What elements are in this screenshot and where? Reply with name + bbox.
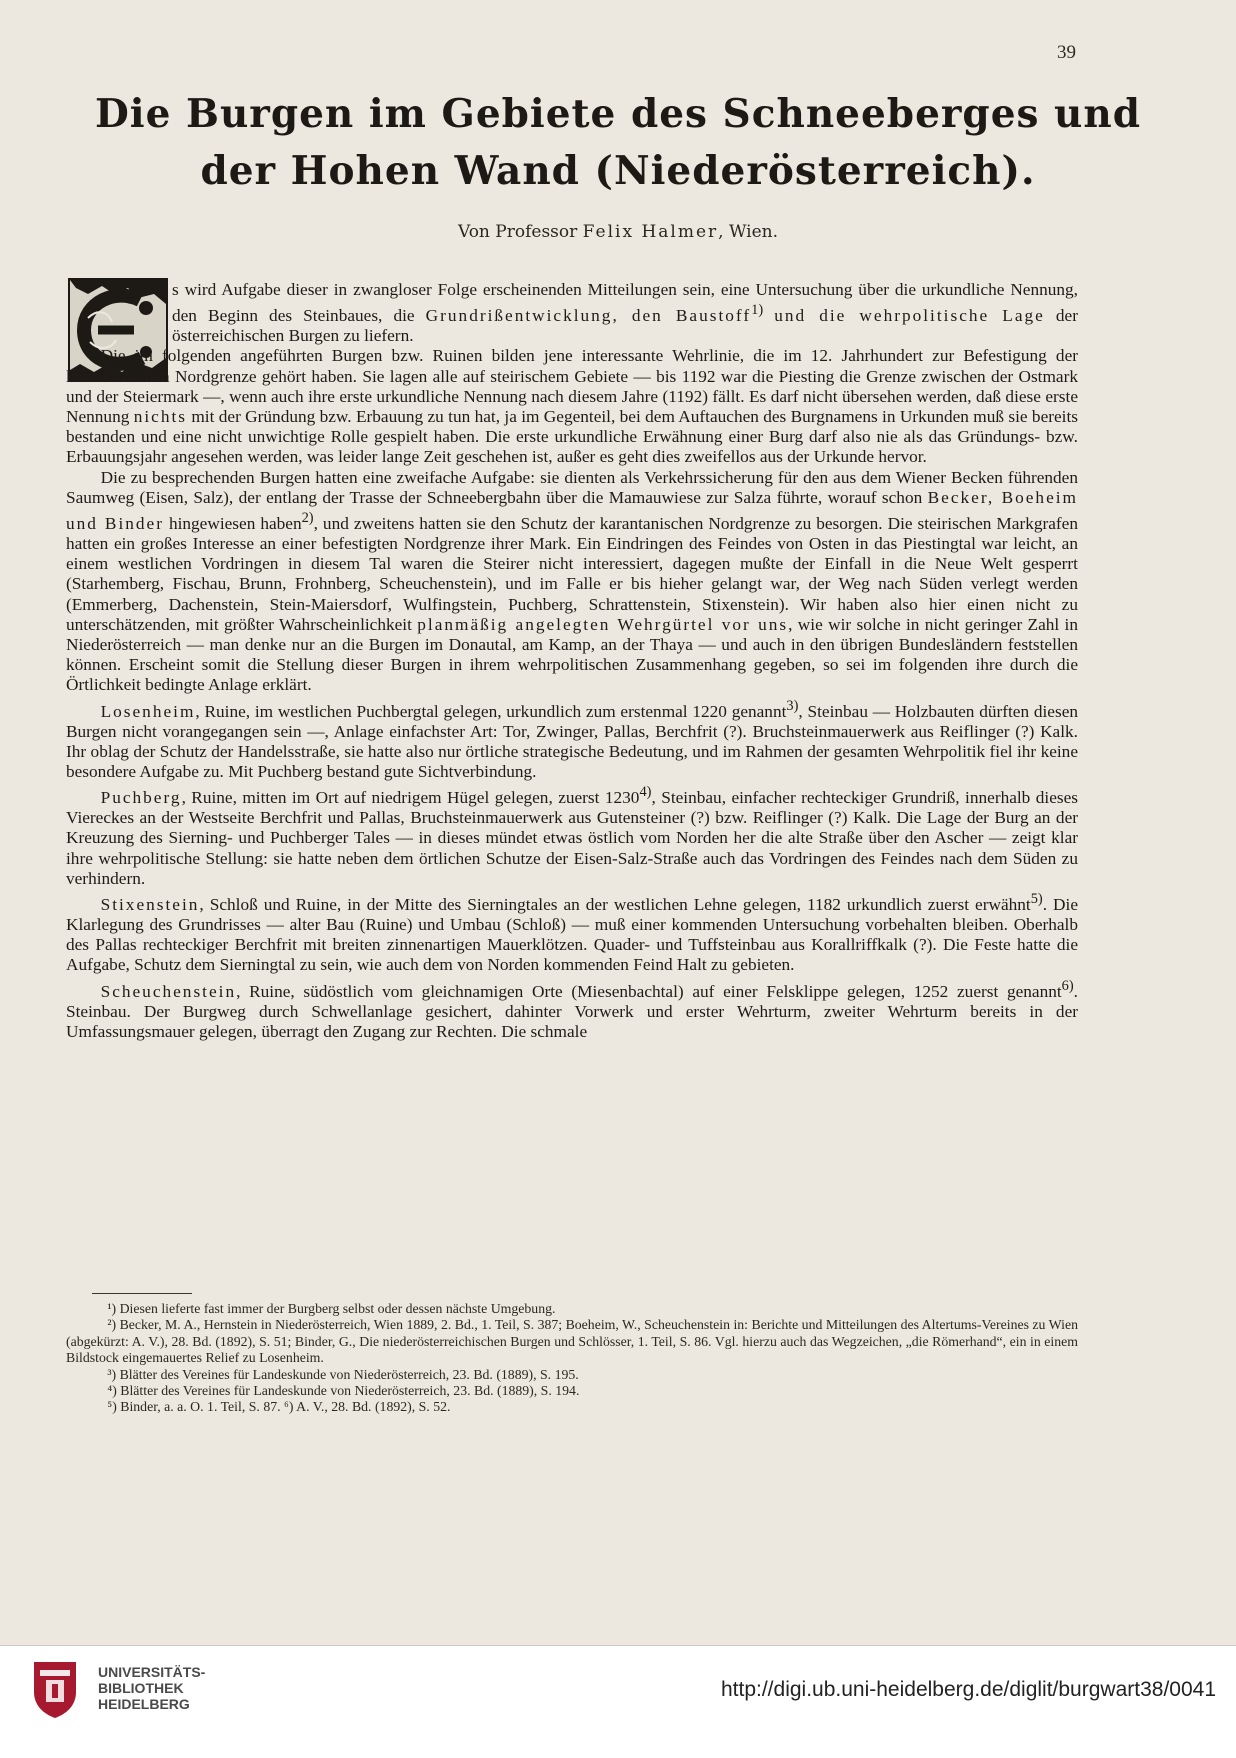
- intro-tail: der österreichischen Burgen zu liefern.: [172, 305, 1078, 346]
- footnote-5-6: ⁵) Binder, a. a. O. 1. Teil, S. 87. ⁶) A. V., 28. Bd. (1892), S. 52.: [107, 1399, 451, 1415]
- paragraph-aufgabe-d: , wie wir solche in nicht geringer Zahl in Niederösterreich — man denke nur an die Burgen im Donautal, am Kamp, an der Thaya — und auch in den übrigen Bundesländern feststellen können. Erscheint somit die Stellung dieser Burgen in ihrem wehrpolitischen Zusammenhang gegeben, so sei im folgenden ihre durch die Örtlichkeit bedingte Anlage erklärt.: [66, 614, 1079, 695]
- paragraph-stixenstein-a: , Schloß und Ruine, in der Mitte des Sierningtales an der westlichen Lehne gelegen, 1182 urkundlich zuerst erwähnt: [199, 894, 1031, 914]
- paragraph-puchberg-a: , Ruine, mitten im Ort auf niedrigem Hügel gelegen, zuerst 1230: [181, 787, 640, 807]
- footnote-ref-3: 3): [786, 697, 799, 714]
- paragraph-puchberg: [66, 782, 1078, 889]
- paragraph-scheuchenstein-a: , Ruine, südöstlich vom gleichnamigen Orte (Miesenbachtal) auf einer Felsklippe gelegen, 1252 zuerst genannt: [236, 981, 1062, 1001]
- footnote-ref-1: 1): [751, 302, 764, 319]
- university-seal-icon[interactable]: [30, 1658, 80, 1720]
- castle-name-scheuchenstein: Scheuchenstein: [100, 981, 237, 1001]
- paragraph-aufgabe-names: Becker, Boeheim und Binder: [66, 487, 1078, 533]
- intro-spaced-2: und die wehrpolitische Lage: [774, 305, 1045, 325]
- paragraph-aufgabe-b: hingewiesen haben: [168, 513, 302, 533]
- byline-author: Felix Halmer: [582, 222, 719, 242]
- article-title: [60, 86, 1176, 200]
- paragraph-stixenstein: [66, 889, 1078, 976]
- footnote-1: ¹) Diesen lieferte fast immer der Burgberg selbst oder dessen nächste Umgebung.: [107, 1301, 556, 1316]
- library-name-line-3: HEIDELBERG: [98, 1696, 190, 1712]
- footnote-ref-6: 6): [1061, 977, 1074, 994]
- castle-name-losenheim: Losenheim: [100, 701, 196, 721]
- paragraph-losenheim: [66, 696, 1078, 783]
- footnote-4: ⁴) Blätter des Vereines für Landeskunde von Niederösterreich, 23. Bd. (1889), S. 194.: [107, 1383, 580, 1399]
- page-number: 39: [1057, 42, 1076, 63]
- paragraph-puchberg-b: , Steinbau, einfacher rechteckiger Grundriß, innerhalb dieses Viereckes an der Westseite Berchfrit und Pallas, Bruchsteinmauerwerk aus Gutensteiner (?) bzw. Reiflinger (?) Kalk. Die Lage der Burg an der Kreuzung des Sierning- und Puchberger Tales — in dieses mündet etwas östlich vom Norden her die alte Straße über den Ascher — zeigt klar ihre wehrpolitische Stellung: sie hatte neben dem örtlichen Schutze der Eisen-Salz-Straße auch das Vordringen des Feindes nach dem Süden zu verhindern.: [66, 787, 1078, 888]
- footnotes: [66, 1301, 1078, 1416]
- paragraph-losenheim-b: , Steinbau — Holzbauten dürften diesen Burgen nicht vorangegangen sein —, Anlage einfachster Art: Tor, Zwinger, Pallas, Berchfrit (?). Bruchsteinmauerwerk aus Reiflinger (?) Kalk. Ihr oblag der Schutz der Handelsstraße, sie hatte also nur örtliche strategische Bedeutung, und im Rahmen der gesamten Wehrpolitik fiel ihr keine besondere Aufgabe zu. Mit Puchberg bestand gute Sichtverbindung.: [66, 701, 1079, 781]
- paragraph-wehrlinie-spaced: nichts: [133, 406, 187, 426]
- library-name-line-1: UNIVERSITÄTS-: [98, 1664, 206, 1680]
- paragraph-aufgabe: [66, 468, 1078, 696]
- byline: [60, 222, 1176, 242]
- paragraph-scheuchenstein: [66, 976, 1078, 1042]
- title-line-1: Die Burgen im Gebiete des Schneeberges und: [94, 91, 1142, 137]
- castle-name-puchberg: Puchberg: [100, 787, 182, 807]
- library-name[interactable]: [98, 1664, 205, 1712]
- castle-name-stixenstein: Stixenstein: [100, 894, 200, 914]
- paragraph-wehrlinie: [66, 346, 1078, 467]
- library-footer: [0, 1645, 1236, 1758]
- footnote-divider: [92, 1293, 192, 1294]
- paragraph-wehrlinie-rest: mit der Gründung bzw. Erbauung zu tun hat, ja im Gegenteil, bei dem Auftauchen des Burgnamens in Urkunden muß sie bereits bestanden und eine nicht unwichtige Rolle gespielt haben. Die erste urkundliche Erwähnung einer Burg darf also nie als das Gründungs- bzw. Erbauungsjahr angesehen werden, was leider lange Zeit geschehen ist, außer es geht dies zweifellos aus der Urkunde hervor.: [66, 406, 1078, 467]
- paragraph-aufgabe-c: , und zweitens hatten sie den Schutz der karantanischen Nordgrenze zu besorgen. Die steirischen Markgrafen hatten ein großes Interesse an einer befestigten Nordgrenze ihrer Mark. Ein Eindringen des Feindes von Osten in das Piestingtal war leicht, an einem westlichen Vordringen in diesem Tal waren die Steirer nicht interessiert, dagegen mußte der Einfall in die Neue Welt gesperrt (Starhemberg, Fischau, Brunn, Frohnberg, Scheuchenstein), und im Falle er bis hieher gelangt war, der Weg nach Süden verlegt werden (Emmerberg, Dachenstein, Stein-Maiersdorf, Wulfingstein, Puchberg, Schrattenstein, Stixenstein). Wir haben also hier einen nicht zu unterschätzenden, mit größter Wahrscheinlichkeit: [66, 513, 1078, 634]
- paragraph-aufgabe-a: Die zu besprechenden Burgen hatten eine zweifache Aufgabe: sie dienten als Verkehrssicherung für den aus dem Wiener Becken führenden Saumweg (Eisen, Salz), der entlang der Trasse der Schneebergbahn über die Mamauwiese zur Salza führte, worauf schon: [66, 467, 1078, 507]
- footnote-ref-4: 4): [639, 784, 652, 801]
- paragraph-intro: [66, 280, 1078, 346]
- byline-place: , Wien.: [718, 222, 778, 242]
- footnote-ref-5: 5): [1030, 890, 1043, 907]
- byline-prefix: Von Professor: [457, 222, 578, 242]
- footnote-ref-2: 2): [301, 510, 314, 526]
- paragraph-aufgabe-spaced: planmäßig angelegten Wehrgürtel vor uns: [417, 614, 789, 634]
- paragraph-wehrlinie-text: Die im folgenden angeführten Burgen bzw. Ruinen bilden jene interessante Wehrlinie, die im 12. Jahrhundert zur Befestigung der karantanischen Nordgrenze gehört haben. Sie lagen alle auf steirischem Gebiete — bis 1192 war die Piesting die Grenze zwischen der Ostmark und der Steiermark —, wenn auch ihre erste urkundliche Nennung nach diesem Jahre (1192) fällt. Es darf nicht übersehen werden, daß diese erste Nennung: [66, 346, 1078, 426]
- library-name-line-2: BIBLIOTHEK: [98, 1680, 184, 1696]
- intro-spaced: Grundrißentwicklung, den Baustoff: [425, 305, 752, 325]
- permalink-url[interactable]: http://digi.ub.uni-heidelberg.de/diglit/burgwart38/0041: [720, 1678, 1216, 1701]
- paragraph-stixenstein-b: . Die Klarlegung des Grundrisses — alter Bau (Ruine) und Umbau (Schloß) — muß einer kommenden Untersuchung vorbehalten bleiben. Oberhalb des Pallas rechteckiger Berchfrit mit breiten zinnenartigen Mauerklötzen. Quader- und Tuffsteinbau aus Korallriffkalk (?). Die Feste hatte die Aufgabe, Schutz dem Sierningtal zu sein, wie auch dem von Norden kommenden Feind Halt zu gebieten.: [66, 894, 1078, 975]
- paragraph-scheuchenstein-b: . Steinbau. Der Burgweg durch Schwellanlage gesichert, dahinter Vorwerk und erster Wehrturm, zweiter Wehrturm bereits in der Umfassungsmauer gelegen, überragt den Zugang zur Rechten. Die schmale: [66, 981, 1078, 1041]
- article-body: [66, 280, 1078, 1042]
- title-line-2: der Hohen Wand (Niederösterreich).: [200, 148, 1036, 194]
- intro-lead: s wird Aufgabe dieser in zwangloser Folge erscheinenden Mitteilungen sein, eine Untersuchung über die urkundliche Nennung, den Beginn des Steinbaues, die: [172, 280, 1078, 325]
- footnote-2: ²) Becker, M. A., Hernstein in Niederösterreich, Wien 1889, 2. Bd., 1. Teil, S. 387; Boeheim, W., Scheuchenstein in: Berichte und Mitteilungen des Altertums-Vereines zu Wien (abgekürzt: A. V.), 28. Bd. (1892), S. 51; Binder, G., Die niederösterreichischen Burgen und Schlösser, 1. Teil, S. 86. Vgl. hierzu auch das Wegzeichen, „die Römerhand“, ein in einem Bildstock eingemauertes Relief zu Losenheim.: [66, 1317, 1078, 1366]
- footnote-3: ³) Blätter des Vereines für Landeskunde von Niederösterreich, 23. Bd. (1889), S. 195.: [107, 1366, 579, 1382]
- paragraph-losenheim-a: , Ruine, im westlichen Puchbergtal gelegen, urkundlich zum erstenmal 1220 genannt: [195, 701, 787, 721]
